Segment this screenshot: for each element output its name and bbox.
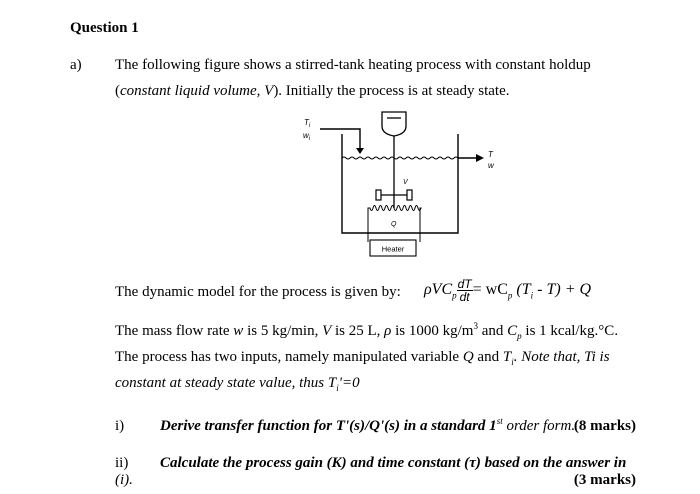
part-label-a: a)	[70, 57, 82, 73]
task-text-i: Derive transfer function for T'(s)/Q'(s) in a standard 1st order form.	[160, 416, 576, 434]
outlet-pipe	[458, 154, 484, 162]
heat-input-label: Q	[391, 221, 397, 228]
params-line-2: The process has two inputs, namely manipulated variable Q and $T_i$. Note that, Ti is	[115, 349, 610, 367]
stirred-tank-figure	[290, 108, 520, 263]
params-line-3: constant at steady state value, thus $T_i'=0$	[115, 375, 360, 393]
task-label-i: i)	[115, 418, 125, 434]
params-line-1: The mass flow rate w is 5 kg/min, V is 25 L, ρ is 1000 $kg/m^3$ and $C_p$ is 1 kcal/kg.°C.	[115, 321, 619, 341]
intro-line-2: (constant liquid volume, V). Initially the process is at steady state.	[115, 83, 510, 99]
model-equation: ρVC$_p$ $\frac{dT}{dt}$ = $wC_p$ $(T_i - T) + Q$	[424, 277, 592, 304]
question-title: Question 1	[70, 20, 139, 36]
model-lead: The dynamic model for the process is given by:	[115, 284, 401, 300]
task-marks-ii: (3 marks)	[573, 472, 636, 488]
inlet-temperature-label: $T_i$	[304, 118, 311, 129]
task-marks-i: (8 marks)	[573, 418, 636, 434]
task-label-ii-ref: (i).	[115, 472, 133, 488]
motor-icon	[382, 112, 406, 208]
inlet-flow-label: $w_i$	[303, 131, 311, 142]
liquid-level	[342, 157, 458, 159]
outlet-flow-label: w	[488, 161, 494, 170]
task-text-ii: Calculate the process gain (K) and time constant (τ) based on the answer in	[160, 455, 627, 471]
volume-label: V	[403, 179, 408, 186]
intro-line-1: The following figure shows a stirred-tank heating process with constant holdup	[115, 57, 591, 73]
task-label-ii: ii)	[115, 455, 129, 471]
outlet-temperature-label: T	[488, 150, 493, 159]
derivative-fraction: $\frac{dT}{dt}$	[457, 277, 472, 304]
heater-label: Heater	[381, 244, 405, 254]
